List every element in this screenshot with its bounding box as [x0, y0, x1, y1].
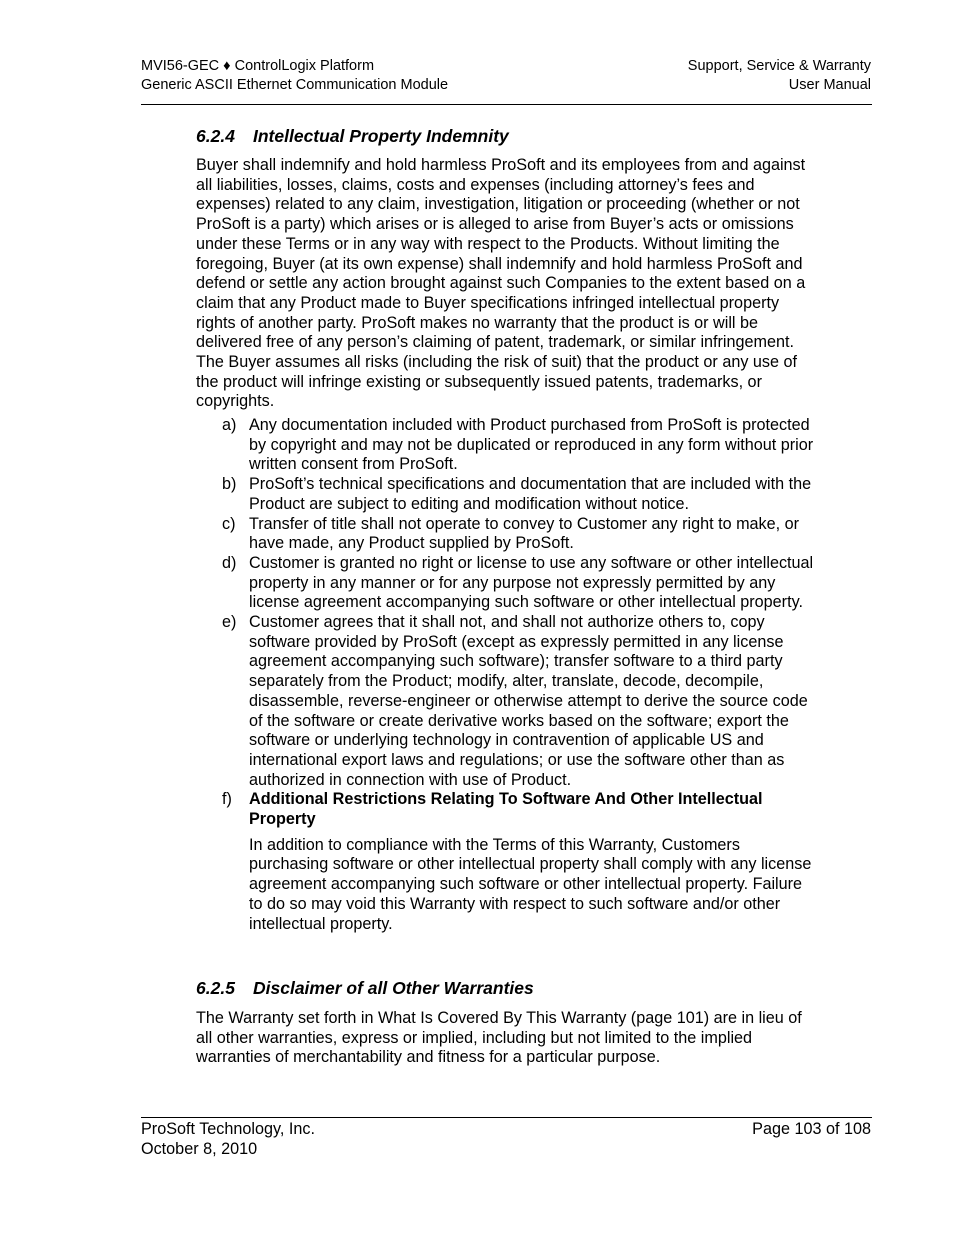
section-number: 6.2.4 — [196, 126, 235, 146]
list-item-f — [196, 790, 816, 934]
header-product-title: MVI56-GEC ♦ ControlLogix Platform — [141, 58, 375, 74]
header-manual-type: User Manual — [788, 77, 871, 93]
header-chapter-title: Support, Service & Warranty — [687, 58, 871, 74]
header-divider — [141, 104, 872, 105]
list-item — [196, 554, 816, 613]
list-item — [196, 515, 816, 554]
list-marker: e) — [222, 613, 237, 632]
section-paragraph: Buyer shall indemnify and hold harmless ProSoft and its employees from and against all liabilities, losses, claims, costs and expenses (including attorney’s fees and expenses) related to any claim, investigation, litigation or proceeding (whether or not ProSoft is a party) which arises or is alleged to arise from Buyer’s acts or omissions under these Terms or in any way with respect to the Products. Without limiting the foregoing, Buyer (at its own expense) shall indemnify and hold harmless ProSoft and defend or settle any action brought against such Companies to the extent based on a claim that any Product made to Buyer specifications infringed intellectual property rights of another party. ProSoft makes no warranty that the product is or will be delivered free of any person’s claiming of patent, trademark, or similar infringement. The Buyer assumes all risks (including the risk of suit) that the product or any use of the product will infringe existing or subsequently issued patents, trademarks, or copyrights. — [196, 156, 806, 411]
list-item-text: Customer agrees that it shall not, and shall not authorize others to, copy software provided by ProSoft (except as expressly permitted in any license agreement accompanying such software); transfer software to a third party separately from the Product; modify, alter, translate, decode, decompile, disassemble, reverse-engineer or otherwise attempt to derive the source code of the software or create derivative works based on the software; export the software or underlying technology in contravention of applicable US and international export laws and regulations; or use the software other than as authorized in connection with use of Product. — [249, 613, 808, 789]
section-heading-6-2-4 — [196, 125, 509, 147]
list-marker: c) — [222, 514, 236, 533]
list-item-heading: Additional Restrictions Relating To Software And Other Intellectual Property — [249, 790, 763, 829]
header-product-subtitle: Generic ASCII Ethernet Communication Module — [141, 77, 449, 93]
list-item-text: ProSoft’s technical specifications and documentation that are included with the Product are subject to editing and modification without notice. — [249, 475, 812, 513]
section-paragraph: The Warranty set forth in What Is Covered By This Warranty (page 101) are in lieu of all other warranties, express or implied, including but not limited to the implied warranties of merchantability and fitness for a particular purpose. — [196, 1009, 802, 1067]
list-item-text: Customer is granted no right or license to use any software or other intellectual property in any manner or for any purpose not expressly permitted by any license agreement accompanying such software or other intellectual property. — [249, 553, 814, 612]
section-number: 6.2.5 — [196, 978, 235, 998]
list-marker: a) — [222, 416, 237, 434]
section-heading-6-2-5 — [196, 977, 534, 999]
footer-company: ProSoft Technology, Inc. — [141, 1120, 315, 1138]
footer-date: October 8, 2010 — [141, 1139, 258, 1158]
list-marker: f) — [222, 790, 232, 809]
list-item — [196, 475, 816, 514]
footer-page-number: Page 103 of 108 — [752, 1120, 871, 1138]
list-marker: d) — [222, 553, 237, 572]
section-title: Intellectual Property Indemnity — [253, 126, 509, 146]
list-item-text: Any documentation included with Product purchased from ProSoft is protected by copyright and may not be duplicated or reproduced in any form without prior written consent from ProSoft. — [249, 416, 814, 474]
restrictions-list — [196, 416, 816, 934]
list-marker: b) — [222, 475, 237, 494]
list-item-text: Transfer of title shall not operate to convey to Customer any right to make, or have made, any Product supplied by ProSoft. — [249, 514, 800, 553]
list-item — [196, 416, 816, 475]
footer-divider — [141, 1117, 872, 1118]
list-item-subparagraph: In addition to compliance with the Terms of this Warranty, Customers purchasing software or other intellectual property shall comply with any license agreement accompanying such software or other intellectual property. Failure to do so may void this Warranty with respect to such software and/or other intellectual property. — [249, 835, 812, 933]
list-item — [196, 613, 816, 790]
section-title: Disclaimer of all Other Warranties — [253, 978, 534, 998]
